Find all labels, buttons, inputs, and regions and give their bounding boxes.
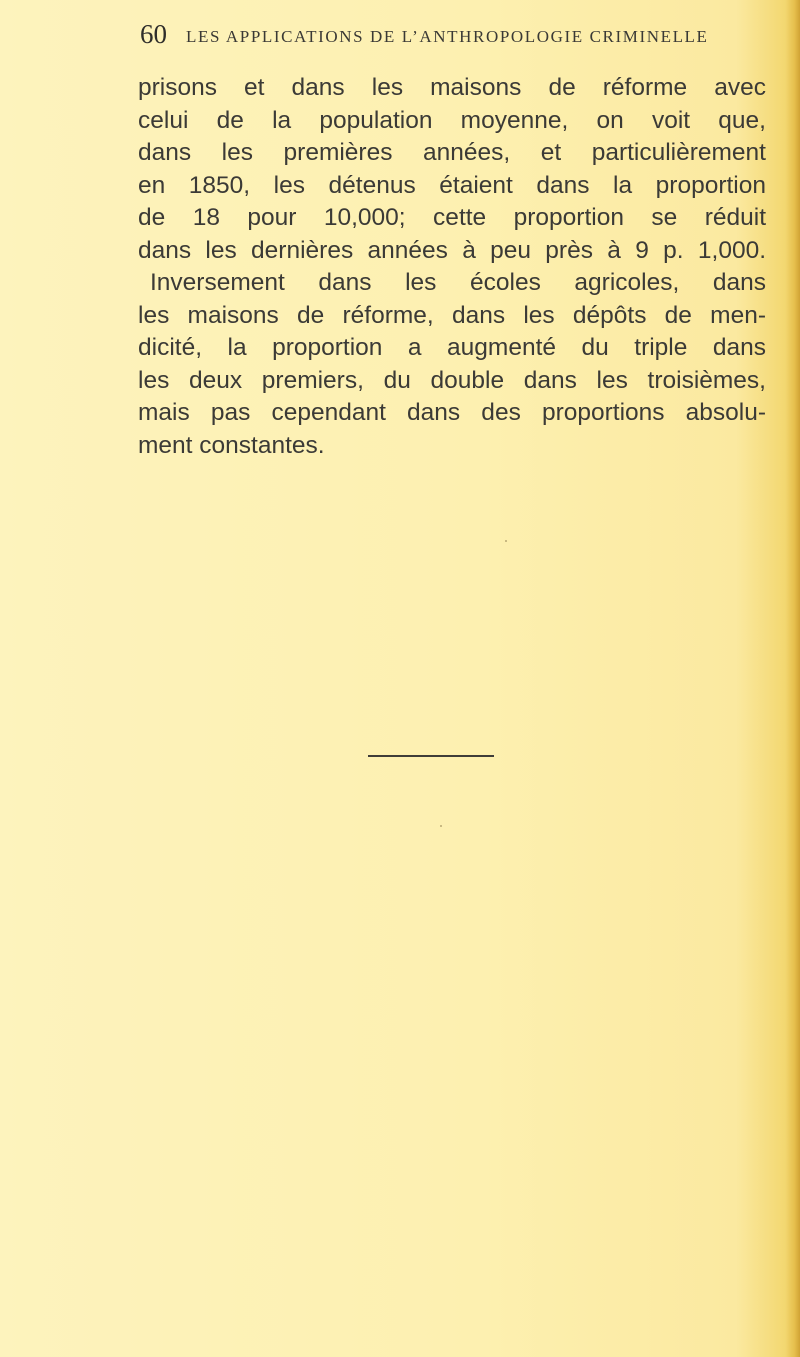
paper-speck — [505, 540, 507, 542]
text-line: dans les dernières années à peu près à 9 p. 1,000. — [138, 236, 766, 264]
text-line: en 1850, les détenus étaient dans la proportion — [138, 171, 766, 199]
text-line: de 18 pour 10,000; cette proportion se réduit — [138, 204, 766, 231]
section-separator-rule — [368, 755, 494, 757]
text-line: Inversement dans les écoles agricoles, dans — [150, 269, 766, 296]
text-line: ment constantes. — [138, 431, 325, 459]
text-line: dans les premières années, et particulièrement — [138, 139, 766, 166]
body-paragraph — [138, 72, 766, 462]
page-edge-shadow — [786, 0, 800, 1357]
running-title: LES APPLICATIONS DE L’ANTHROPOLOGIE CRIMINELLE — [186, 27, 709, 46]
text-line: les maisons de réforme, dans les dépôts de men- — [138, 301, 766, 329]
text-line: les deux premiers, du double dans les troisièmes, — [138, 366, 766, 394]
page-number: 60 — [140, 19, 167, 49]
text-line: celui de la population moyenne, on voit que, — [138, 106, 766, 134]
text-line: dicité, la proportion a augmenté du triple dans — [138, 334, 766, 361]
paper-speck — [440, 825, 442, 827]
text-line: prisons et dans les maisons de réforme avec — [138, 74, 766, 101]
text-line: mais pas cependant dans des proportions absolu- — [138, 399, 766, 426]
running-head — [140, 18, 760, 54]
